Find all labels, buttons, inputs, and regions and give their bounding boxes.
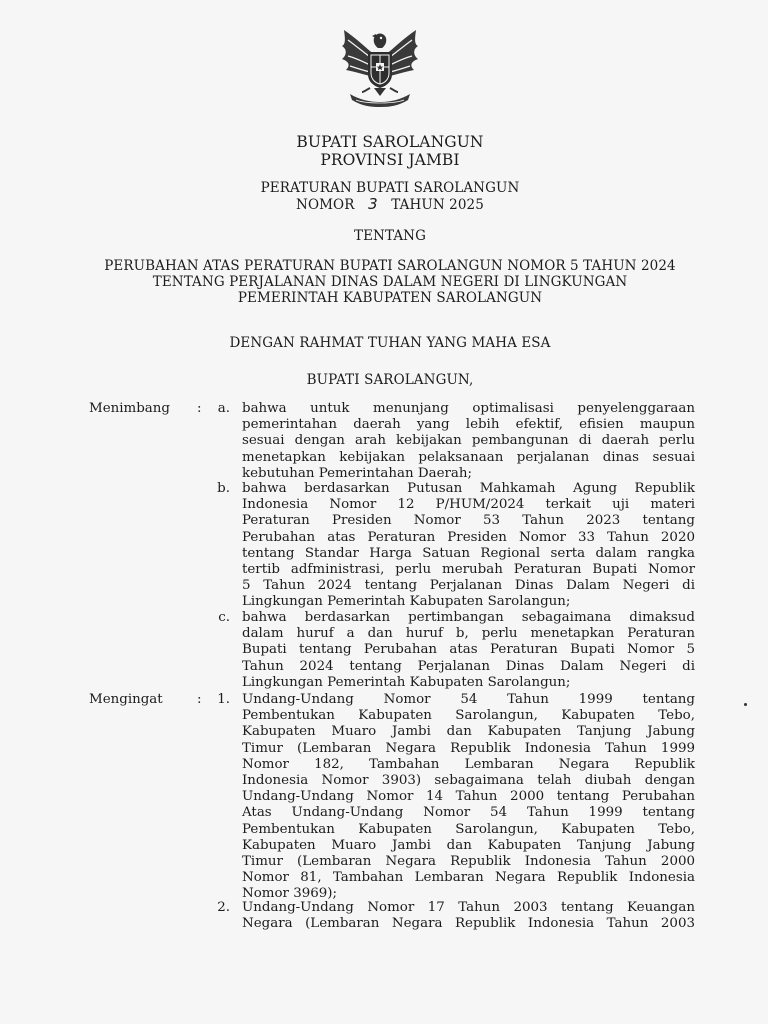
regulation-number-line [6,195,768,213]
text-line: Lingkungan Pemerintah Kabupaten Sarolangun; [242,674,571,690]
text-line: 5 Tahun 2024 tentang Perjalanan Dinas Dalam Negeri di [242,578,695,594]
text-line: Pembentukan Kabupaten Sarolangun, Kabupaten Tebo, [242,708,695,724]
text-line: Undang-Undang Nomor 17 Tahun 2003 tentang Keuangan [242,900,695,915]
tentang-heading: TENTANG [354,228,426,244]
text-line: Peraturan Presiden Nomor 53 Tahun 2023 tentang [242,513,695,529]
menimbang-item-c [242,610,695,691]
mengingat-label: Mengingat [89,692,163,707]
garuda-emblem-icon [336,26,424,108]
text-line: Timur (Lembaran Negara Republik Indonesia Tahun 1999 [242,740,695,756]
mengingat-marker-1: 1. [217,692,230,707]
menimbang-marker-b: b. [217,481,230,496]
menimbang-label: Menimbang [89,401,170,416]
regulation-title: PERATURAN BUPATI SAROLANGUN [260,180,520,196]
text-line: Negara (Lembaran Negara Republik Indonesia Tahun 2003 [242,916,695,932]
text-line: Nomor 81, Tambahan Lembaran Negara Republik Indonesia [242,870,695,886]
institution-title: BUPATI SAROLANGUN [296,133,484,151]
text-line: tertib adfministrasi, perlu merubah Peraturan Bupati Nomor [242,561,695,577]
rahmat-line: DENGAN RAHMAT TUHAN YANG MAHA ESA [229,335,551,351]
nomor-prefix: NOMOR [296,197,355,213]
text-line: Nomor 182, Tambahan Lembaran Negara Republik [242,756,695,772]
menimbang-marker-c: c. [218,610,230,625]
menimbang-marker-a: a. [217,401,230,416]
text-line: menetapkan kebijakan pelaksanaan perjalanan dinas sesuai [242,449,695,465]
menimbang-item-b [242,481,695,611]
mengingat-item-1 [242,692,695,902]
mengingat-item-2 [242,900,695,932]
text-line: Indonesia Nomor 12 P/HUM/2024 terkait uji materi [242,497,695,513]
text-line: Timur (Lembaran Negara Republik Indonesia Tahun 2000 [242,853,695,869]
text-line: bahwa berdasarkan pertimbangan sebagaimana dimaksud [242,610,695,625]
text-line: Nomor 3969); [242,886,338,902]
text-line: Kabupaten Muaro Jambi dan Kabupaten Tanjung Jabung [242,724,695,740]
text-line: bahwa berdasarkan Putusan Mahkamah Agung Republik [242,481,695,496]
menimbang-colon: : [197,401,202,416]
subject-line-2: TENTANG PERJALANAN DINAS DALAM NEGERI DI LINGKUNGAN [152,274,628,290]
subject-line-3: PEMERINTAH KABUPATEN SAROLANGUN [237,290,543,306]
mengingat-marker-2: 2. [217,900,230,915]
mengingat-colon: : [197,692,202,707]
text-line: Tahun 2024 tentang Perjalanan Dinas Dalam Negeri di [242,658,695,674]
text-line: Undang-Undang Nomor 14 Tahun 2000 tentang Perubahan [242,789,695,805]
text-line: Lingkungan Pemerintah Kabupaten Sarolangun; [242,594,571,610]
text-line: Indonesia Nomor 3903) sebagaimana telah diubah dengan [242,772,695,788]
subject-line-1: PERUBAHAN ATAS PERATURAN BUPATI SAROLANGUN NOMOR 5 TAHUN 2024 [104,258,676,274]
text-line: tentang Standar Harga Satuan Regional serta dalam rangka [242,545,695,561]
text-line: dalam huruf a dan huruf b, perlu menetapkan Peraturan [242,626,695,642]
stray-mark [744,703,747,706]
text-line: Atas Undang-Undang Nomor 54 Tahun 1999 tentang [242,805,695,821]
bupati-line: BUPATI SAROLANGUN, [306,372,474,388]
text-line: Pembentukan Kabupaten Sarolangun, Kabupaten Tebo, [242,821,695,837]
province-title: PROVINSI JAMBI [320,151,460,169]
text-line: pemerintahan daerah yang lebih efektif, efisien maupun [242,417,695,433]
nomor-value: 3 [368,195,378,213]
text-line: Kabupaten Muaro Jambi dan Kabupaten Tanjung Jabung [242,837,695,853]
text-line: Bupati tentang Perubahan atas Peraturan Bupati Nomor 5 [242,642,695,658]
text-line: Perubahan atas Peraturan Presiden Nomor 33 Tahun 2020 [242,529,695,545]
text-line: kebutuhan Pemerintahan Daerah; [242,465,473,481]
menimbang-item-a [242,401,695,482]
tahun-text: TAHUN 2025 [391,197,484,213]
text-line: sesuai dengan arah kebijakan pembangunan di daerah perlu [242,433,695,449]
text-line: Undang-Undang Nomor 54 Tahun 1999 tentang [242,692,695,707]
text-line: bahwa untuk menunjang optimalisasi penyelenggaraan [242,401,695,416]
